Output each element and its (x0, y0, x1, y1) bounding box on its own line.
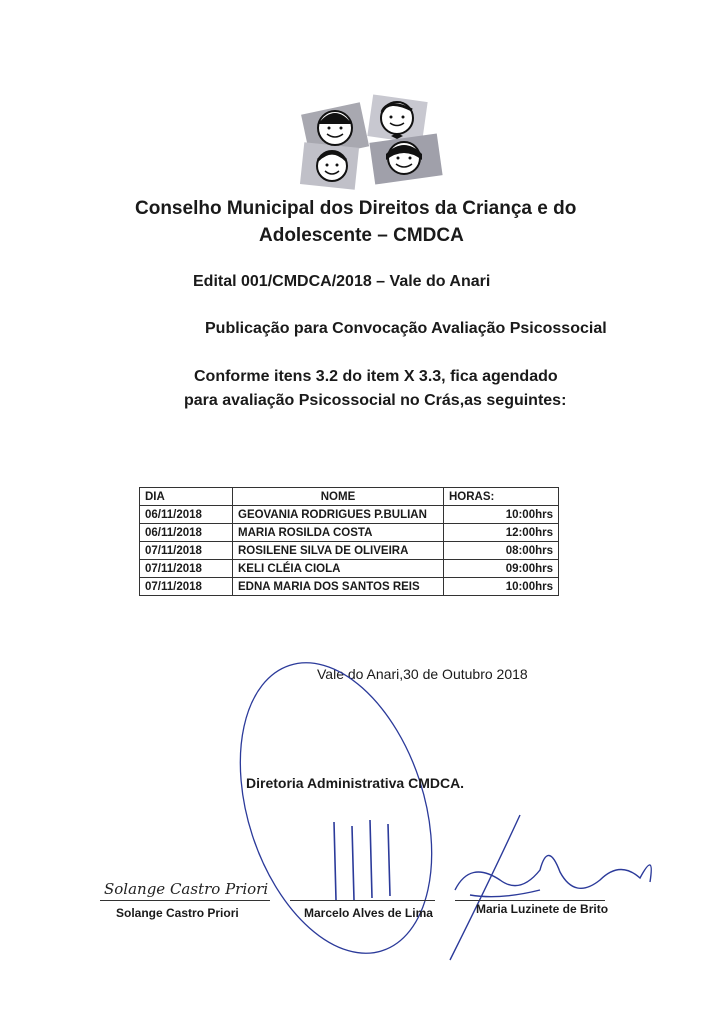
publication-title: Publicação para Convocação Avaliação Psicossocial (205, 320, 607, 337)
cmdca-logo (300, 90, 445, 190)
header-nome: NOME (233, 488, 444, 506)
table-row (140, 542, 559, 560)
cell-dia: 07/11/2018 (140, 560, 233, 578)
table-row (140, 560, 559, 578)
signature-line-2 (290, 900, 435, 901)
header-horas: HORAS: (444, 488, 559, 506)
signatory-name-3: Maria Luzinete de Brito (476, 902, 609, 916)
signature-solange (100, 872, 280, 902)
cell-nome: GEOVANIA RODRIGUES P.BULIAN (233, 506, 444, 524)
cell-dia: 07/11/2018 (140, 578, 233, 596)
cell-dia: 07/11/2018 (140, 542, 233, 560)
cell-hora: 09:00hrs (444, 560, 559, 578)
cell-hora: 08:00hrs (444, 542, 559, 560)
signature-line-3 (455, 900, 605, 901)
signatory-name-1: Solange Castro Priori (116, 906, 239, 920)
signature-marcelo (334, 820, 390, 900)
signature-line-1 (100, 900, 270, 901)
table-row (140, 506, 559, 524)
edital-title: Edital 001/CMDCA/2018 – Vale do Anari (193, 273, 491, 290)
table-header-row (140, 488, 559, 506)
header-dia: DIA (140, 488, 233, 506)
stamp-ellipse (206, 638, 466, 978)
place-date: Vale do Anari,30 de Outubro 2018 (317, 666, 528, 682)
cell-dia: 06/11/2018 (140, 506, 233, 524)
signature-maria (450, 815, 651, 960)
cell-nome: ROSILENE SILVA DE OLIVEIRA (233, 542, 444, 560)
cell-nome: EDNA MARIA DOS SANTOS REIS (233, 578, 444, 596)
conforme-line1: Conforme itens 3.2 do item X 3.3, fica agendado (194, 368, 558, 385)
svg-text:Solange Castro Priori: Solange Castro Priori (104, 880, 269, 898)
cell-hora: 12:00hrs (444, 524, 559, 542)
schedule-table (139, 487, 559, 596)
cell-dia: 06/11/2018 (140, 524, 233, 542)
cell-nome: KELI CLÉIA CIOLA (233, 560, 444, 578)
cell-hora: 10:00hrs (444, 578, 559, 596)
table-row (140, 578, 559, 596)
org-name-line2: Adolescente – CMDCA (259, 225, 464, 246)
conforme-line2: para avaliação Psicossocial no Crás,as seguintes: (184, 392, 567, 409)
table-row (140, 524, 559, 542)
signatory-name-2: Marcelo Alves de Lima (304, 906, 433, 920)
diretoria-label: Diretoria Administrativa CMDCA. (246, 775, 465, 791)
org-name-line1: Conselho Municipal dos Direitos da Criança e do (135, 198, 577, 219)
cell-nome: MARIA ROSILDA COSTA (233, 524, 444, 542)
cell-hora: 10:00hrs (444, 506, 559, 524)
